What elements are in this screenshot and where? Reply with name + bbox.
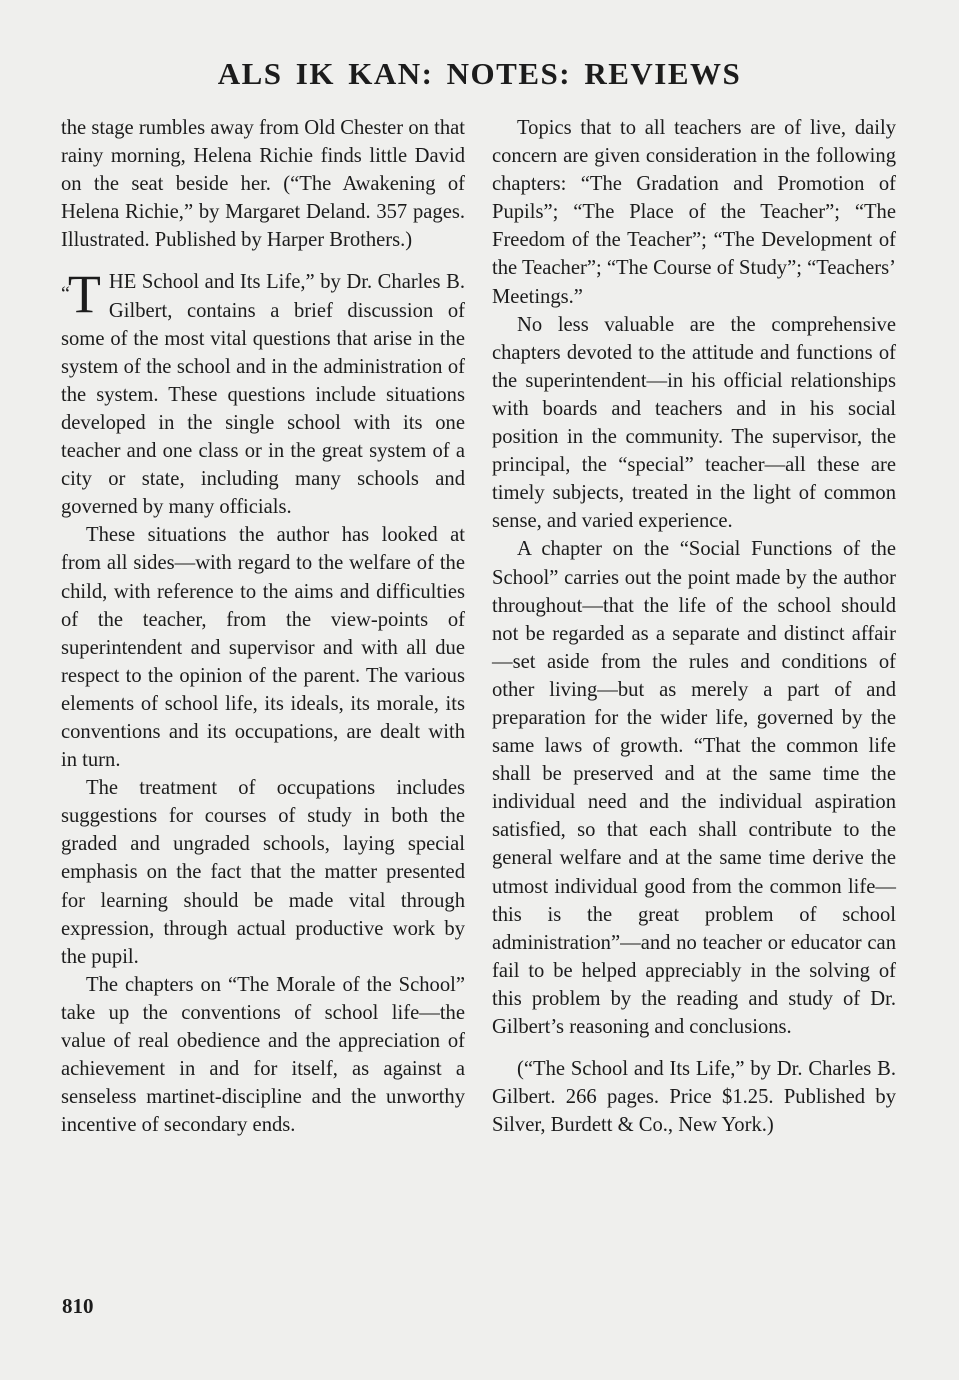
paragraph-superintendent: No less valuable are the comprehensive chapters devoted to the attitude and functions of the superintendent—in his official relationships with boards and teachers and in his social position in the community. The supervisor, the principal, the “special” teacher—all these are timely subjects, treated in the light of common sense, and varied experience. [492,313,896,533]
drop-cap-letter: T [67,264,101,325]
right-column [492,114,896,1139]
paragraph-school-and-life-intro [61,264,465,521]
paragraph-social-functions: A chapter on the “Social Functions of the School” carries out the point made by the author throughout—that the life of the school should not be regarded as a separate and distinct affair—set aside from the rules and conditions of other living—but as merely a part of and preparation for the wider life, governed by the same laws of growth. “That the common life shall be preserved and at the same time the individual need and the individual aspiration satisfied, so that each shall contribute to the general welfare and at the same time derive the utmost individual good from the common life—this is the great problem of school administration”—and no teacher or educator can fail to be helped appreciably in the solving of this problem by the reading and study of Dr. Gilbert’s reasoning and conclusions. [492,538,896,1038]
left-column [61,114,465,1139]
paragraph-school-citation: (“The School and Its Life,” by Dr. Charles B. Gilbert. 266 pages. Price $1.25. Published by Silver, Burdett & Co., New York.) [492,1058,896,1137]
drop-cap [61,264,101,325]
paragraph-situations: These situations the author has looked at from all sides—with regard to the welfare of the child, with reference to the aims and difficulties of the teacher, from the view-points of superintendent and supervisor and with all due respect to the opinion of the parent. The various elements of school life, its ideals, its morale, its conventions and its occupations, are dealt with in turn. [61,524,465,772]
paragraph-intro-text: HE School and Its Life,” by Dr. Charles B. Gilbert, contains a brief discussion of some of the most vital questions that arise in the system of the school and in the administration of the system. These questions include situations developed in the single school with its one teacher and one class or in the great system of a city or state, including many schools and governed by many officials. [61,271,465,519]
paragraph-topics: Topics that to all teachers are of live, daily concern are given consideration in the following chapters: “The Gradation and Promotion of Pupils”; “The Place of the Teacher”; “The Freedom of the Teacher”; “The Development of the Teacher”; “The Course of Study”; “Teachers’ Meetings.” [492,117,896,308]
page-number: 810 [62,1294,94,1318]
running-head: ALS IK KAN: NOTES: REVIEWS [217,56,742,91]
paragraph-morale: The chapters on “The Morale of the School” take up the conventions of school life—the value of real obedience and the appreciation of achievement in and for itself, as against a senseless martinet-discipline and the unworthy incentive of secondary ends. [61,973,465,1137]
drop-cap-quote: “ [61,283,70,306]
paragraph-awakening-citation: the stage rumbles away from Old Chester on that rainy morning, Helena Richie finds little David on the seat beside her. (“The Awakening of Helena Richie,” by Margaret Deland. 357 pages. Illustrated. Published by Harper Brothers.) [61,117,465,252]
paragraph-occupations: The treatment of occupations includes suggestions for courses of study in both the graded and ungraded schools, laying special emphasis on the fact that the matter presented for learning should be made vital through expression, through actual productive work by the pupil. [61,777,465,968]
